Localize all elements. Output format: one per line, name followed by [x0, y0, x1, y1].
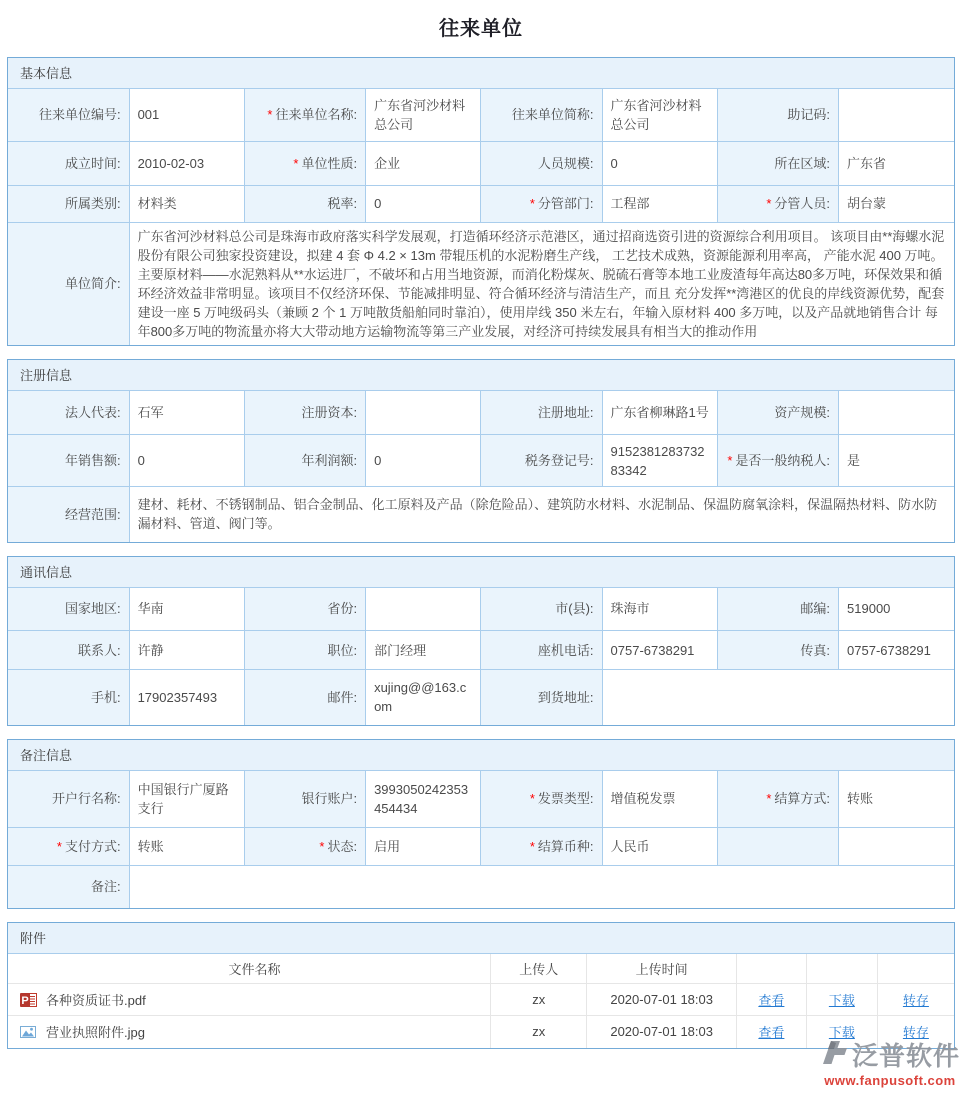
required-mark: *: [529, 839, 535, 854]
field-value-country-region: 华南: [129, 588, 244, 631]
field-label-tax-rate: 税率:: [244, 185, 365, 222]
field-label-country-region: 国家地区:: [8, 588, 129, 631]
field-value-province: [366, 588, 481, 631]
attachment-row: [8, 1016, 954, 1048]
field-value-bank-name: 中国银行广厦路支行: [129, 771, 244, 828]
field-label-fax: 传真:: [717, 631, 838, 670]
required-mark: *: [293, 155, 299, 171]
section-attachments-title: 附件: [8, 923, 954, 954]
field-value-annual-profit: 0: [366, 435, 481, 487]
field-value-region: 广东省: [839, 141, 954, 185]
field-label-staff-size: 人员规模:: [481, 141, 602, 185]
field-value-delivery-address: [602, 670, 954, 725]
field-value-name: 广东省河沙材料总公司: [366, 89, 481, 141]
field-value-status: 启用: [366, 828, 481, 866]
field-value-code: 001: [129, 89, 244, 141]
section-remarks-info: [7, 739, 955, 909]
transfer-link[interactable]: 转存: [902, 993, 929, 1008]
section-communication-info: [7, 556, 955, 726]
field-value-category: 材料类: [129, 185, 244, 222]
pdf-file-icon: [20, 992, 38, 1008]
attachments-header-row: [8, 954, 954, 984]
svg-text:P: P: [21, 994, 29, 1007]
field-value-landline: 0757-6738291: [602, 631, 717, 670]
attachment-row: [8, 984, 954, 1016]
section-remarks-info-title: 备注信息: [8, 740, 954, 771]
field-value-dept: 工程部: [602, 185, 717, 222]
attachment-uploader: zx: [490, 984, 586, 1016]
field-label-tax-reg-no: 税务登记号:: [481, 435, 602, 487]
field-label-province: 省份:: [244, 588, 365, 631]
field-label-region: 所在区域:: [717, 141, 838, 185]
page-title: 往来单位: [439, 18, 523, 40]
field-label-bank-account: 银行账户:: [244, 771, 365, 828]
field-value-blank: [839, 828, 954, 866]
partner-detail-page: [7, 0, 955, 1049]
section-communication-info-title: 通讯信息: [8, 557, 954, 588]
field-label-invoice-type: * 发票类型:: [481, 771, 602, 828]
field-label-blank: [717, 828, 838, 866]
field-label-profile: 单位简介:: [8, 222, 129, 345]
attachment-upload-time: 2020-07-01 18:03: [587, 1016, 736, 1048]
field-label-mobile: 手机:: [8, 670, 129, 725]
field-value-staff-size: 0: [602, 141, 717, 185]
field-value-currency: 人民币: [602, 828, 717, 866]
field-value-invoice-type: 增值税发票: [602, 771, 717, 828]
field-value-short-name: 广东省河沙材料总公司: [602, 89, 717, 141]
column-action-download: [806, 954, 877, 984]
field-value-settle-method: 转账: [839, 771, 954, 828]
view-link[interactable]: 查看: [758, 1025, 785, 1041]
field-label-general-taxpayer: * 是否一般纳税人:: [717, 435, 838, 487]
field-label-code: 往来单位编号:: [8, 89, 129, 141]
required-mark: *: [529, 791, 535, 807]
field-value-postcode: 519000: [839, 588, 954, 631]
field-label-annual-sales: 年销售额:: [8, 435, 129, 487]
attachment-uploader: zx: [490, 1016, 586, 1048]
required-mark: *: [319, 839, 325, 854]
required-mark: *: [766, 791, 772, 807]
field-value-fax: 0757-6738291: [839, 631, 954, 670]
field-label-pay-method: * 支付方式:: [8, 828, 129, 866]
view-link[interactable]: 查看: [758, 993, 785, 1008]
watermark-brand: 泛普软件: [851, 1041, 960, 1071]
field-value-business-scope: 建材、耗材、不锈钢制品、铝合金制品、化工原料及产品（除危险品）、建筑防水材料、水泥制品、保温防腐氧涂料，保温隔热材料、防水防漏材料、管道、阀门等。: [129, 487, 954, 542]
field-value-mobile: 17902357493: [129, 670, 244, 725]
field-label-dept: * 分管部门:: [481, 185, 602, 222]
section-basic-info-title: 基本信息: [8, 58, 954, 89]
field-label-manager: * 分管人员:: [717, 185, 838, 222]
field-label-contact: 联系人:: [8, 631, 129, 670]
field-value-tax-rate: 0: [366, 185, 481, 222]
column-uploader: 上传人: [490, 954, 586, 984]
field-value-legal-rep: 石军: [129, 391, 244, 435]
field-value-nature: 企业: [366, 141, 481, 185]
field-label-name: * 往来单位名称:: [244, 89, 365, 141]
communication-info-table: [8, 588, 954, 725]
field-value-city: 珠海市: [602, 588, 717, 631]
field-label-mnemonic: 助记码:: [717, 89, 838, 141]
required-mark: *: [766, 196, 772, 211]
registration-info-table: [8, 391, 954, 542]
field-value-bank-account: 3993050242353454434: [366, 771, 481, 828]
field-value-general-taxpayer: 是: [839, 435, 954, 487]
image-file-icon: [20, 1024, 38, 1040]
field-label-landline: 座机电话:: [481, 631, 602, 670]
field-label-reg-capital: 注册资本:: [244, 391, 365, 435]
field-label-position: 职位:: [244, 631, 365, 670]
field-label-city: 市(县):: [481, 588, 602, 631]
required-mark: *: [727, 453, 733, 468]
attachment-file-name: 营业执照附件.jpg: [46, 1025, 145, 1041]
field-label-legal-rep: 法人代表:: [8, 391, 129, 435]
field-label-category: 所属类别:: [8, 185, 129, 222]
field-label-status: * 状态:: [244, 828, 365, 866]
remarks-info-table: [8, 771, 954, 908]
download-link[interactable]: 下载: [828, 1025, 855, 1041]
field-value-reg-address: 广东省柳琳路1号: [602, 391, 717, 435]
field-label-business-scope: 经营范围:: [8, 487, 129, 542]
field-value-note: [129, 866, 954, 908]
field-value-annual-sales: 0: [129, 435, 244, 487]
field-value-position: 部门经理: [366, 631, 481, 670]
field-label-asset-scale: 资产规模:: [717, 391, 838, 435]
column-action-transfer: [877, 954, 954, 984]
field-label-bank-name: 开户行名称:: [8, 771, 129, 828]
basic-info-table: [8, 89, 954, 345]
attachments-table: [8, 954, 954, 1048]
column-action-view: [736, 954, 806, 984]
field-value-founded: 2010-02-03: [129, 141, 244, 185]
field-label-founded: 成立时间:: [8, 141, 129, 185]
field-value-email: xujing@@163.com: [366, 670, 481, 725]
attachment-file-name: 各种资质证书.pdf: [46, 993, 146, 1008]
field-label-settle-method: * 结算方式:: [717, 771, 838, 828]
section-registration-info: [7, 359, 955, 543]
required-mark: *: [529, 196, 535, 211]
field-value-asset-scale: [839, 391, 954, 435]
field-label-annual-profit: 年利润额:: [244, 435, 365, 487]
field-value-mnemonic: [839, 89, 954, 141]
field-label-note: 备注:: [8, 866, 129, 908]
column-upload-time: 上传时间: [587, 954, 736, 984]
required-mark: *: [56, 839, 62, 854]
section-basic-info: [7, 57, 955, 346]
field-value-pay-method: 转账: [129, 828, 244, 866]
watermark-url: www.fanpusoft.com: [824, 1073, 956, 1088]
download-link[interactable]: 下载: [828, 993, 855, 1008]
section-attachments: [7, 922, 955, 1049]
field-value-manager: 胡台蒙: [839, 185, 954, 222]
field-value-contact: 许静: [129, 631, 244, 670]
field-label-reg-address: 注册地址:: [481, 391, 602, 435]
field-label-currency: * 结算币种:: [481, 828, 602, 866]
transfer-link[interactable]: 转存: [902, 1025, 929, 1041]
field-label-postcode: 邮编:: [717, 588, 838, 631]
field-label-short-name: 往来单位简称:: [481, 89, 602, 141]
field-label-email: 邮件:: [244, 670, 365, 725]
field-value-tax-reg-no: 915238128373283342: [602, 435, 717, 487]
column-file-name: 文件名称: [8, 954, 490, 984]
field-value-profile: 广东省河沙材料总公司是珠海市政府落实科学发展观，打造循环经济示范港区，通过招商选资引进的资源综合利用项目。 该项目由**海螺水泥股份有限公司独家投资建设，拟建 4 套 Φ 4.2 × 13m 带辊压机的水泥粉磨生产线， 工艺技术成熟，资源能源利用率高， 产能水泥 400 万吨。 主要原材料——水泥熟料从**水运进厂，不破坏和占用当地资源，而消化粉煤灰、脱硫石膏等本地工业废渣每年高达80多万吨，环保效果和循环经济效益非常明显。该项目不仅经济环保、节能减排明显、符合循环经济与清洁生产，而且 充分发挥**湾港区的优良的岸线资源优势，配套建设一座 5 万吨级码头（兼顾 2 个 1 万吨散货船舶同时靠泊），使用岸线 350 米左右，年输入原材料 400 多万吨，以及产品就地销售合计 每年800多万吨的物流量亦将大大带动地方运输物流等第三产业发展，对经济可持续发展具有相当大的推动作用: [129, 222, 954, 345]
field-value-reg-capital: [366, 391, 481, 435]
required-mark: *: [267, 107, 273, 123]
field-label-nature: * 单位性质:: [244, 141, 365, 185]
section-registration-info-title: 注册信息: [8, 360, 954, 391]
attachment-upload-time: 2020-07-01 18:03: [587, 984, 736, 1016]
field-label-delivery-address: 到货地址:: [481, 670, 602, 725]
